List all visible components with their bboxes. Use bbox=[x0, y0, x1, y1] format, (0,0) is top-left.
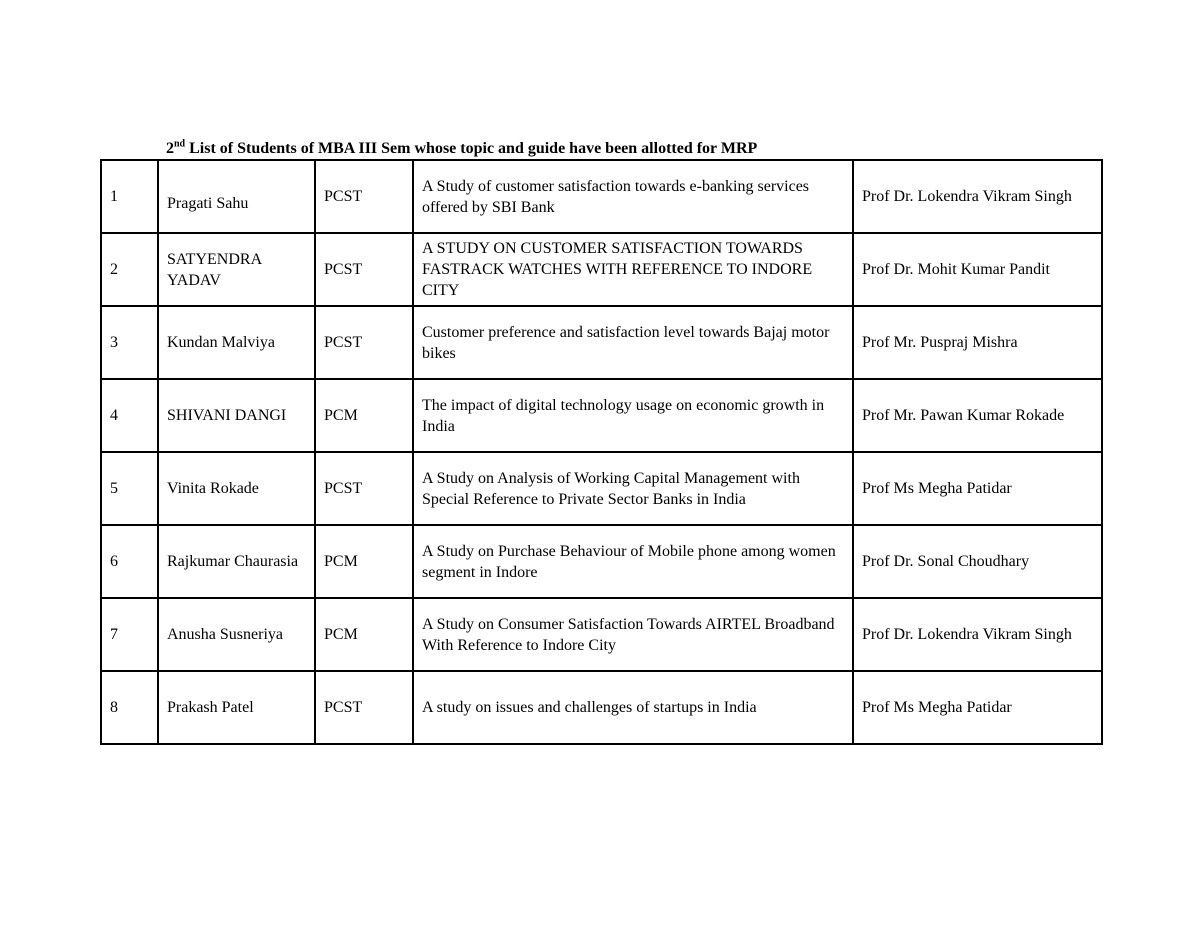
topic-cell: A Study on Purchase Behaviour of Mobile phone among women segment in Indore bbox=[413, 525, 853, 598]
program-cell: PCM bbox=[315, 525, 413, 598]
serial-number-cell: 8 bbox=[101, 671, 158, 744]
topic-cell: Customer preference and satisfaction level towards Bajaj motor bikes bbox=[413, 306, 853, 379]
program-cell: PCST bbox=[315, 233, 413, 306]
program-cell: PCST bbox=[315, 306, 413, 379]
guide-cell: Prof Dr. Mohit Kumar Pandit bbox=[853, 233, 1102, 306]
program-cell: PCST bbox=[315, 671, 413, 744]
table-row bbox=[101, 525, 1102, 598]
student-name-cell: SHIVANI DANGI bbox=[158, 379, 315, 452]
serial-number-cell: 4 bbox=[101, 379, 158, 452]
guide-cell: Prof Mr. Puspraj Mishra bbox=[853, 306, 1102, 379]
program-cell: PCM bbox=[315, 379, 413, 452]
student-list-table bbox=[100, 159, 1103, 745]
student-name-cell: Kundan Malviya bbox=[158, 306, 315, 379]
topic-cell: A STUDY ON CUSTOMER SATISFACTION TOWARDS FASTRACK WATCHES WITH REFERENCE TO INDORE CITY bbox=[413, 233, 853, 306]
student-name-cell: SATYENDRA YADAV bbox=[158, 233, 315, 306]
program-cell: PCM bbox=[315, 598, 413, 671]
title-superscript: nd bbox=[174, 138, 186, 150]
table-row bbox=[101, 160, 1102, 233]
table-row bbox=[101, 671, 1102, 744]
topic-cell: The impact of digital technology usage on economic growth in India bbox=[413, 379, 853, 452]
topic-cell: A Study on Analysis of Working Capital Management with Special Reference to Private Sector Banks in India bbox=[413, 452, 853, 525]
program-cell: PCST bbox=[315, 452, 413, 525]
title-rest: List of Students of MBA III Sem whose topic and guide have been allotted for MRP bbox=[185, 140, 758, 157]
table-row bbox=[101, 306, 1102, 379]
student-name-cell: Prakash Patel bbox=[158, 671, 315, 744]
serial-number-cell: 2 bbox=[101, 233, 158, 306]
student-name-cell: Vinita Rokade bbox=[158, 452, 315, 525]
student-name-cell: Pragati Sahu bbox=[158, 160, 315, 233]
serial-number-cell: 1 bbox=[101, 160, 158, 233]
guide-cell: Prof Ms Megha Patidar bbox=[853, 671, 1102, 744]
table-row bbox=[101, 379, 1102, 452]
program-cell: PCST bbox=[315, 160, 413, 233]
student-name-cell: Rajkumar Chaurasia bbox=[158, 525, 315, 598]
guide-cell: Prof Mr. Pawan Kumar Rokade bbox=[853, 379, 1102, 452]
topic-cell: A Study on Consumer Satisfaction Towards AIRTEL Broadband With Reference to Indore City bbox=[413, 598, 853, 671]
guide-cell: Prof Dr. Lokendra Vikram Singh bbox=[853, 598, 1102, 671]
topic-cell: A study on issues and challenges of startups in India bbox=[413, 671, 853, 744]
student-name-cell: Anusha Susneriya bbox=[158, 598, 315, 671]
guide-cell: Prof Ms Megha Patidar bbox=[853, 452, 1102, 525]
guide-cell: Prof Dr. Sonal Choudhary bbox=[853, 525, 1102, 598]
document-title bbox=[166, 138, 757, 160]
table-row bbox=[101, 598, 1102, 671]
title-prefix: 2 bbox=[166, 140, 174, 157]
serial-number-cell: 5 bbox=[101, 452, 158, 525]
serial-number-cell: 3 bbox=[101, 306, 158, 379]
table-row bbox=[101, 233, 1102, 306]
guide-cell: Prof Dr. Lokendra Vikram Singh bbox=[853, 160, 1102, 233]
serial-number-cell: 7 bbox=[101, 598, 158, 671]
table-row bbox=[101, 452, 1102, 525]
topic-cell: A Study of customer satisfaction towards e-banking services offered by SBI Bank bbox=[413, 160, 853, 233]
serial-number-cell: 6 bbox=[101, 525, 158, 598]
